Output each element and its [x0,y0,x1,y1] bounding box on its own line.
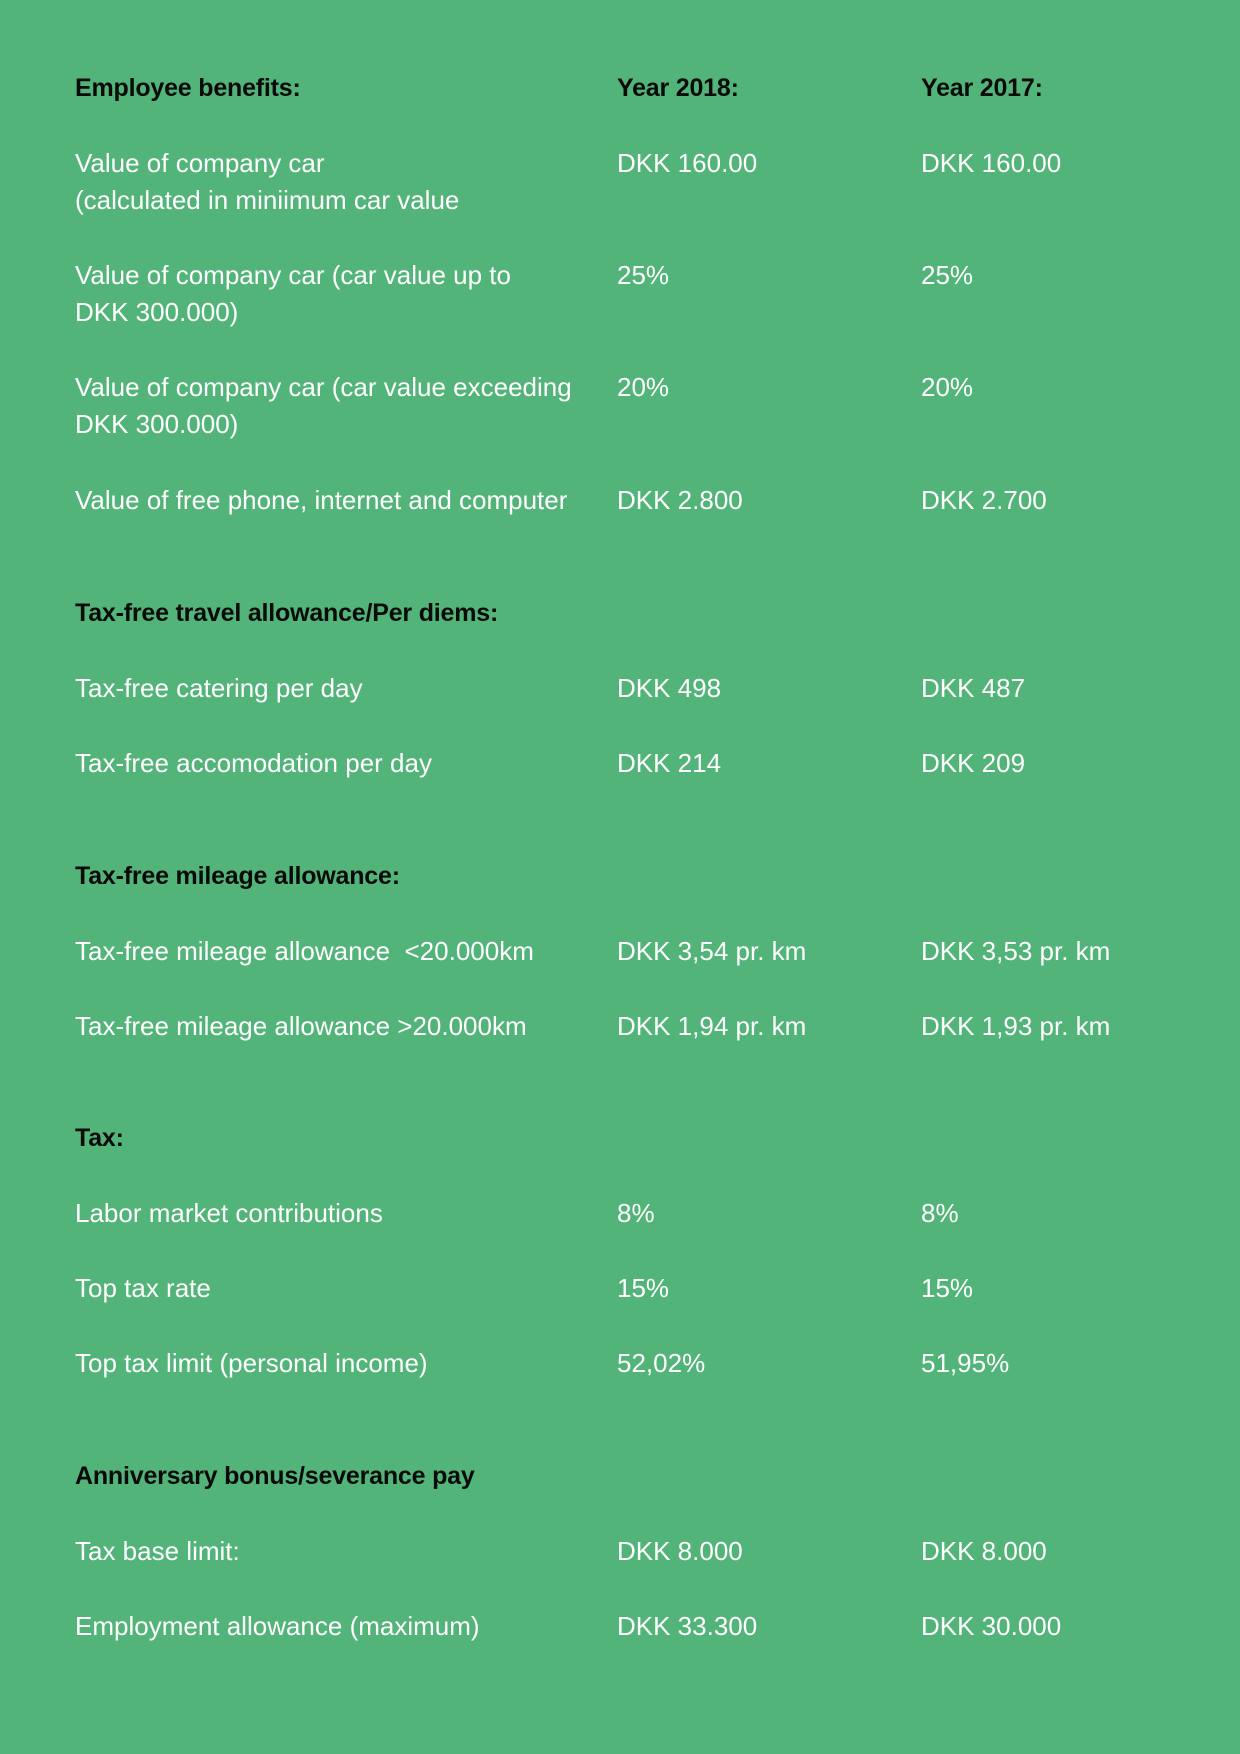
table-row [75,257,1175,337]
value-2017: 15% [921,1273,974,1303]
table-row [75,1608,1175,1688]
value-2017: DKK 209 [921,748,1026,778]
table-row [75,933,1175,1013]
column-header-2018: Year 2018: [617,74,739,102]
table-row [75,1270,1175,1350]
table-row [75,482,1175,562]
row-label: Tax-free catering per day [75,673,363,703]
value-2018: DKK 1,94 pr. km [617,1011,807,1041]
value-2018: DKK 3,54 pr. km [617,936,807,966]
value-2017: DKK 487 [921,673,1026,703]
table-row [75,745,1175,825]
value-2018: DKK 498 [617,673,722,703]
value-2018: DKK 2.800 [617,485,743,515]
section-title-mileage-allowance: Tax-free mileage allowance: [75,862,400,890]
value-2018: 25% [617,260,670,290]
value-2017: DKK 1,93 pr. km [921,1011,1111,1041]
value-2018: DKK 8.000 [617,1536,743,1566]
value-2017: DKK 3,53 pr. km [921,936,1111,966]
value-2018: DKK 160.00 [617,148,758,178]
row-label: Value of company car (car value exceeding DKK 300.000) [75,372,572,439]
table-row [75,1195,1175,1275]
column-header-2017: Year 2017: [921,74,1043,102]
row-label: Tax-free accomodation per day [75,748,432,778]
section-header [75,1458,1175,1538]
row-label: Top tax rate [75,1273,211,1303]
value-2018: 8% [617,1198,655,1228]
row-label: Value of company car (calculated in miniimum car value [75,148,460,215]
table-row [75,145,1175,225]
table-row [75,369,1175,449]
value-2017: DKK 30.000 [921,1611,1062,1641]
section-header [75,1120,1175,1200]
value-2017: 20% [921,372,974,402]
section-title-tax: Tax: [75,1124,124,1152]
section-title-travel-allowance: Tax-free travel allowance/Per diems: [75,599,499,627]
table-row [75,670,1175,750]
value-2017: DKK 2.700 [921,485,1047,515]
section-title-anniversary-bonus: Anniversary bonus/severance pay [75,1462,475,1490]
row-label: Value of free phone, internet and computer [75,485,568,515]
row-label: Top tax limit (personal income) [75,1348,428,1378]
value-2018: DKK 33.300 [617,1611,758,1641]
value-2018: 20% [617,372,670,402]
value-2017: 51,95% [921,1348,1010,1378]
table-header [75,70,1175,150]
value-2018: 52,02% [617,1348,706,1378]
row-label: Tax base limit: [75,1536,240,1566]
value-2017: 25% [921,260,974,290]
section-header [75,858,1175,938]
value-2018: 15% [617,1273,670,1303]
section-header [75,595,1175,675]
table-row [75,1345,1175,1425]
value-2017: DKK 8.000 [921,1536,1047,1566]
row-label: Labor market contributions [75,1198,383,1228]
row-label: Tax-free mileage allowance >20.000km [75,1011,527,1041]
value-2017: 8% [921,1198,959,1228]
row-label: Employment allowance (maximum) [75,1611,480,1641]
table-row [75,1008,1175,1088]
row-label: Tax-free mileage allowance <20.000km [75,936,534,966]
value-2017: DKK 160.00 [921,148,1062,178]
section-title-employee-benefits: Employee benefits: [75,74,301,102]
row-label: Value of company car (car value up to DKK 300.000) [75,260,511,327]
value-2018: DKK 214 [617,748,722,778]
table-row [75,1533,1175,1613]
